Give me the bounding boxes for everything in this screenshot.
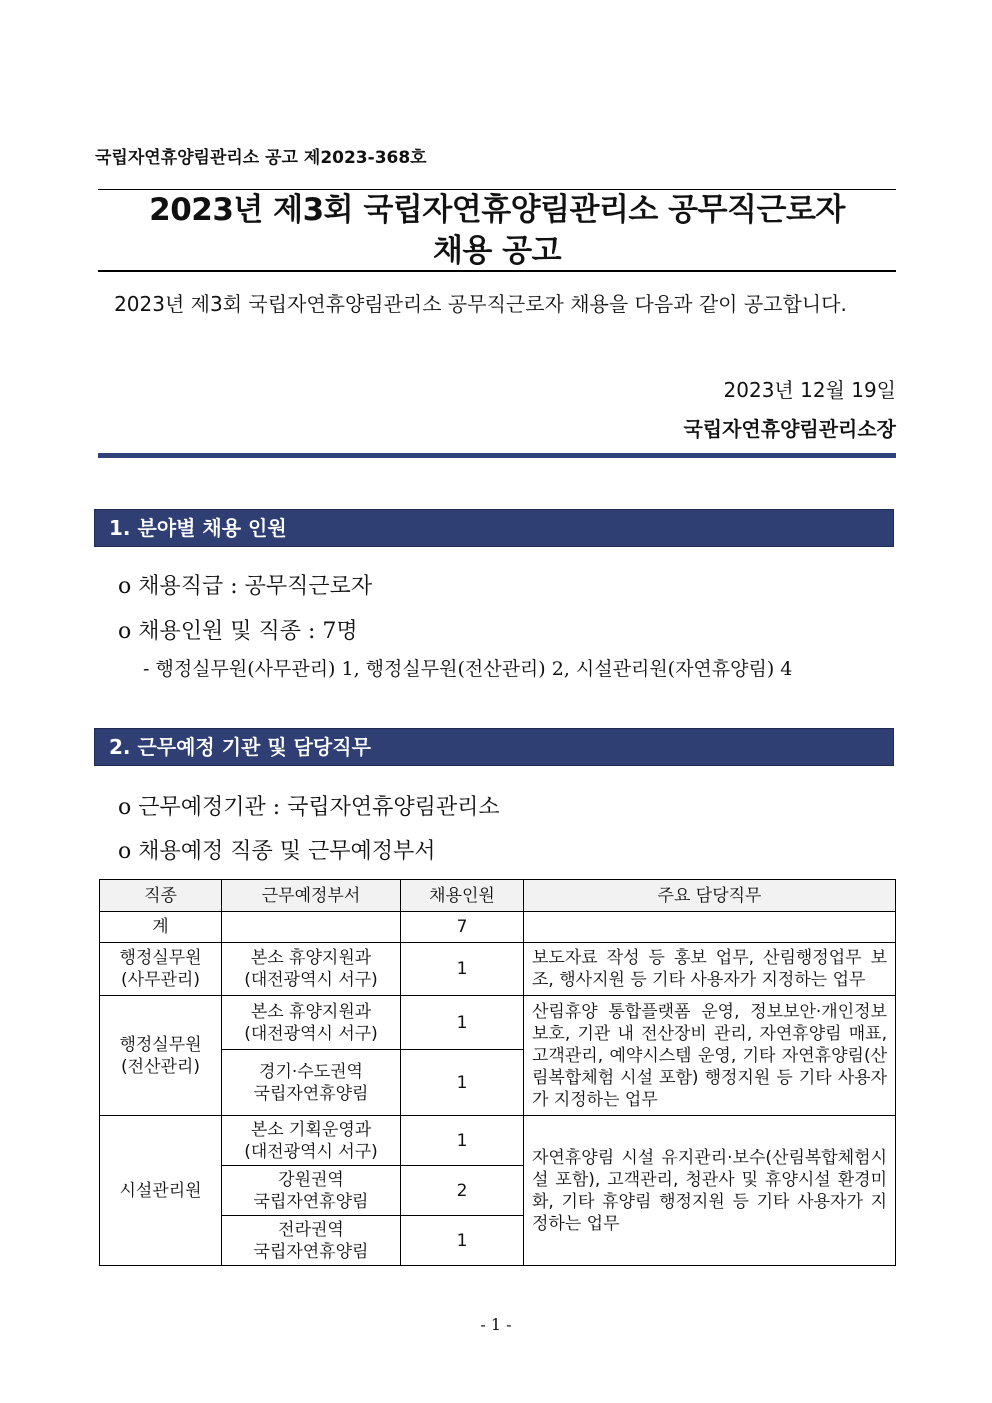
job2-count-1: 1 — [401, 996, 524, 1050]
job-assignment-table — [99, 879, 896, 1266]
job2-dept1-line2: (대전광역시 서구) — [244, 1023, 378, 1044]
table-header-row — [100, 880, 896, 912]
table-total-row — [100, 912, 896, 943]
section1-headcount-detail: - 행정실무원(사무관리) 1, 행정실무원(전산관리) 2, 시설관리원(자연휴양림) 4 — [143, 658, 793, 680]
job3-department-2 — [222, 1166, 401, 1216]
notice-date: 2023년 12월 19일 — [723, 378, 896, 402]
job3-duty: 자연휴양림 시설 유지관리·보수(산림복합체험시설 포함), 고객관리, 청관사 및 휴양시설 환경미화, 기타 휴양림 행정지원 등 기타 사용자가 지정하는 업무 — [524, 1116, 896, 1266]
job3-dept2-line2: 국립자연휴양림 — [253, 1191, 369, 1212]
header-department: 근무예정부서 — [222, 880, 401, 912]
job3-dept1-line1: 본소 기획운영과 — [250, 1119, 372, 1140]
section1-bullet-grade: o 채용직급 : 공무직근로자 — [118, 574, 373, 599]
intro-text: 2023년 제3회 국립자연휴양림관리소 공무직근로자 채용을 다음과 같이 공고합니다. — [114, 292, 847, 316]
job3-dept3-line1: 전라권역 — [278, 1219, 344, 1240]
job2-department-2 — [222, 1050, 401, 1116]
section2-bullet-agency: o 근무예정기관 : 국립자연휴양림관리소 — [118, 795, 500, 820]
job1-name-line1: 행정실무원 — [119, 948, 202, 968]
total-value: 7 — [401, 912, 524, 943]
section1-header — [94, 509, 894, 547]
intro-paragraph — [95, 288, 897, 321]
job1-department — [222, 943, 401, 996]
total-label: 계 — [100, 912, 222, 943]
header-job-type: 직종 — [100, 880, 222, 912]
job2-department-1 — [222, 996, 401, 1050]
section2-header — [94, 728, 894, 766]
job2-dept1-line1: 본소 휴양지원과 — [250, 1001, 372, 1022]
job2-name-line1: 행정실무원 — [119, 1034, 202, 1055]
job1-duty: 보도자료 작성 등 홍보 업무, 산림행정업무 보조, 행사지원 등 기타 사용자가 지정하는 업무 — [524, 943, 896, 996]
job3-dept1-line2: (대전광역시 서구) — [244, 1141, 378, 1162]
job1-dept-line2: (대전광역시 서구) — [244, 970, 378, 990]
title-bottom-rule — [98, 270, 896, 272]
job2-name — [100, 996, 222, 1116]
job2-name-line2: (전산관리) — [121, 1056, 200, 1077]
job2-duty: 산림휴양 통합플랫폼 운영, 정보보안·개인정보보호, 기관 내 전산장비 관리, 자연휴양림 매표, 고객관리, 예약시스템 운영, 기타 자연휴양림(산림복합체험 시설 포함) 행정지원 등 기타 사용자가 지정하는 업무 — [524, 996, 896, 1116]
job3-department-3 — [222, 1216, 401, 1266]
page-number: - 1 - — [480, 1315, 512, 1334]
total-dept-empty — [222, 912, 401, 943]
job3-dept2-line1: 강원권역 — [278, 1169, 344, 1190]
job1-count: 1 — [401, 943, 524, 996]
table-row — [100, 943, 896, 996]
job1-name-line2: (사무관리) — [121, 970, 200, 990]
section1-heading: 1. 분야별 채용 인원 — [109, 516, 287, 540]
section-divider — [98, 453, 896, 458]
section2-heading: 2. 근무예정 기관 및 담당직무 — [109, 735, 371, 759]
header-headcount: 채용인원 — [401, 880, 524, 912]
notice-number: 국립자연휴양림관리소 공고 제2023-368호 — [95, 148, 427, 168]
job3-department-1 — [222, 1116, 401, 1166]
job1-dept-line1: 본소 휴양지원과 — [250, 948, 372, 968]
header-duties: 주요 담당직무 — [524, 880, 896, 912]
document-title — [98, 190, 896, 272]
section1-bullet-headcount: o 채용인원 및 직종 : 7명 — [118, 619, 358, 644]
table-row — [100, 1116, 896, 1166]
job2-dept2-line1: 경기·수도권역 — [259, 1061, 363, 1082]
job3-name: 시설관리원 — [100, 1116, 222, 1266]
title-line-1: 2023년 제3회 국립자연휴양림관리소 공무직근로자 — [149, 192, 845, 228]
job3-dept3-line2: 국립자연휴양림 — [253, 1241, 369, 1262]
job2-count-2: 1 — [401, 1050, 524, 1116]
table-row — [100, 996, 896, 1050]
job3-count-1: 1 — [401, 1116, 524, 1166]
job3-count-3: 1 — [401, 1216, 524, 1266]
issuer-name: 국립자연휴양림관리소장 — [683, 417, 896, 441]
total-duty-empty — [524, 912, 896, 943]
title-line-2: 채용 공고 — [432, 233, 562, 269]
job1-name — [100, 943, 222, 996]
job3-count-2: 2 — [401, 1166, 524, 1216]
section2-bullet-jobs: o 채용예정 직종 및 근무예정부서 — [118, 839, 436, 864]
job2-dept2-line2: 국립자연휴양림 — [253, 1083, 369, 1104]
